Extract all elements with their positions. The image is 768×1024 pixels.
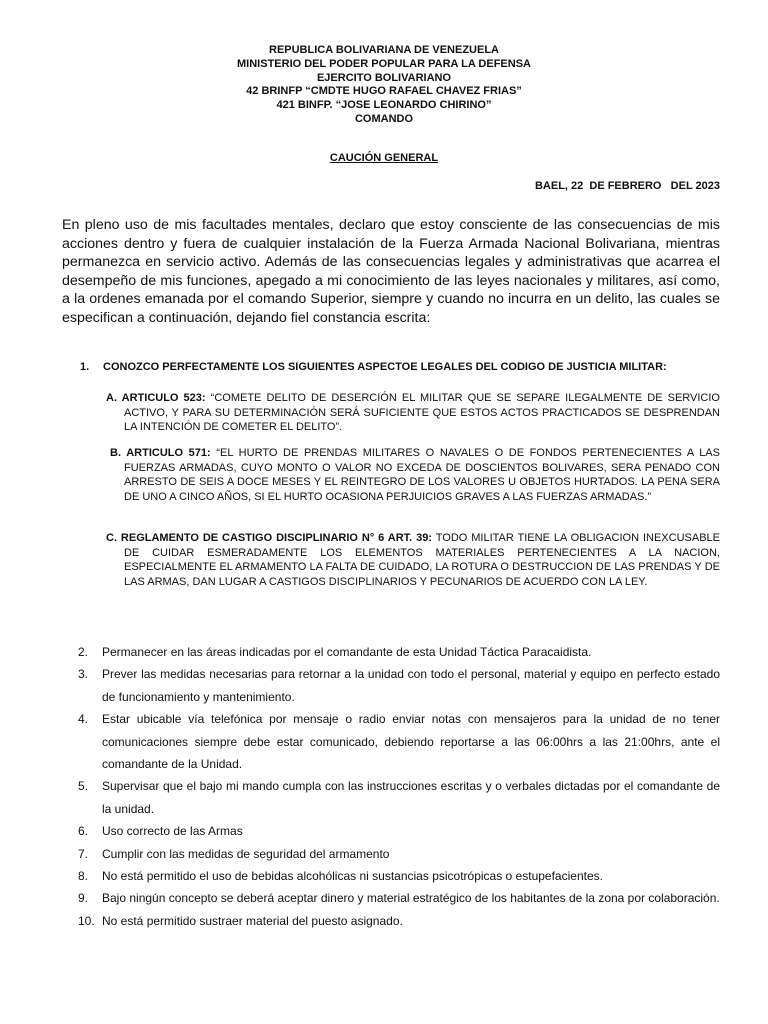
header-line: EJERCITO BOLIVARIANO: [316, 71, 452, 84]
section-number: 1.: [80, 361, 90, 373]
article-text: “COMETE DELITO DE DESERCIÓN EL MILITAR QUE SE SEPARE ILEGALMENTE DE SERVICIO ACTIVO, Y PARA SU DETERMINACIÓN SERÁ SUFICIENTE QUE ESTOS ACTOS PRACTICADOS SE DESPRENDAN LA INTENCIÓN DE COMETER EL DELITO”.: [124, 392, 720, 434]
list-item-text: Prever las medidas necesarias para retornar a la unidad con todo el personal, material y equipo en perfecto estado de funcionamiento y mantenimiento.: [102, 667, 720, 704]
list-item: [62, 775, 720, 820]
list-item-text: Estar ubicable vía telefónica por mensaje o radio enviar notas con mensajeros para la unidad de no tener comunicaciones siempre debe estar comunicado, debiendo reportarse a las 06:00hrs a las 21:00hrs, ante el comandante de la Unidad.: [102, 712, 720, 772]
header-line: COMANDO: [354, 112, 414, 125]
list-item-text: Uso correcto de las Armas: [102, 824, 243, 839]
list-item: [62, 663, 720, 708]
list-item: [62, 843, 720, 865]
list-item: [62, 865, 720, 887]
list-item: [62, 887, 720, 909]
list-item: [62, 708, 720, 775]
list-item-number: 2.: [78, 645, 89, 659]
document-date: BAEL, 22 DE FEBRERO DEL 2023: [534, 180, 720, 192]
article-523: [106, 391, 720, 435]
numbered-list: [62, 641, 720, 932]
list-item: [62, 820, 720, 842]
list-item-number: 5.: [78, 779, 89, 794]
article-label: B. ARTICULO 571:: [110, 447, 211, 459]
article-571: [110, 446, 720, 504]
list-item-text: Permanecer en las áreas indicadas por el comandante de esta Unidad Táctica Paracaidista.: [102, 645, 592, 659]
list-item-text: Bajo ningún concepto se deberá aceptar dinero y material estratégico de los habitantes de la zona por colaboración.: [102, 891, 720, 906]
list-item-number: 6.: [78, 824, 89, 839]
list-item-number: 9.: [78, 891, 89, 906]
list-item-number: 8.: [78, 869, 89, 884]
list-item-text: Supervisar que el bajo mi mando cumpla con las instrucciones escritas y o verbales dictadas por el comandante de la unidad.: [102, 779, 720, 816]
header-line: MINISTERIO DEL PODER POPULAR PARA LA DEFENSA: [237, 57, 531, 70]
header-line: 421 BINFP. “JOSE LEONARDO CHIRINO”: [276, 99, 492, 112]
list-item-text: No está permitido el uso de bebidas alcohólicas ni sustancias psicotrópicas o estupefacientes.: [102, 869, 603, 884]
list-item-number: 10.: [78, 913, 95, 928]
list-item-number: 4.: [78, 712, 89, 727]
list-item: [62, 910, 720, 932]
document-header: [0, 44, 768, 127]
article-text: TODO MILITAR TIENE LA OBLIGACION INEXCUSABLE DE CUIDAR ESMERADAMENTE LOS ELEMENTOS MATERIALES PERTENECIENTES A LA NACION, ESPECIALMENTE EL ARMAMENTO LA FALTA DE CUIDADO, LA ROTURA O DESTRUCCION DE LAS PRENDAS Y DE LAS ARMAS, DAN LUGAR A CASTIGOS DISCIPLINARIOS Y PECUNARIOS DE ACUERDO CON LA LEY.: [124, 532, 721, 588]
list-item: [62, 641, 720, 663]
document-title: CAUCIÓN GENERAL: [329, 152, 439, 164]
list-item-number: 7.: [78, 846, 89, 861]
header-line: 42 BRINFP “CMDTE HUGO RAFAEL CHAVEZ FRIAS”: [246, 85, 522, 98]
intro-paragraph: En pleno uso de mis facultades mentales, declaro que estoy consciente de las consecuencias de mis acciones dentro y fuera de cualquier instalación de la Fuerza Armada Nacional Bolivariana, mientras permanezca en servicio activo. Además de las consecuencias legales y administrativas que acarrea el desempeño de mis funciones, apegado a mi conocimiento de las leyes nacionales y militares, así como, a la ordenes emanada por el comando Superior, siempre y cuando no incurra en un delito, las cuales se especifican a continuación, dejando fiel constancia escrita:: [62, 217, 720, 326]
article-label: C. REGLAMENTO DE CASTIGO DISCIPLINARIO N° 6 ART. 39:: [106, 532, 433, 544]
header-line: REPUBLICA BOLIVARIANA DE VENEZUELA: [269, 44, 499, 56]
article-label: A. ARTICULO 523:: [106, 392, 206, 404]
list-item-text: No está permitido sustraer material del puesto asignado.: [102, 913, 403, 928]
list-item-text: Cumplir con las medidas de seguridad del armamento: [102, 846, 390, 861]
list-item-number: 3.: [78, 667, 89, 682]
section-heading-text: CONOZCO PERFECTAMENTE LOS SIGUIENTES ASPECTOE LEGALES DEL CODIGO DE JUSTICIA MILITAR:: [103, 361, 667, 373]
reglamento-art-39: [106, 531, 720, 589]
article-text: “EL HURTO DE PRENDAS MILITARES O NAVALES O DE FONDOS PERTENECIENTES A LAS FUERZAS ARMADAS, CUYO MONTO O VALOR NO EXCEDA DE DOSCIENTOS BOLIVARES, SERA PENADO CON ARRESTO DE SEIS A DOCE MESES Y EL REINTEGRO DE LOS VALORES U OBJETOS HURTADOS. LA PENA SERA DE UNO A CINCO AÑOS, SI EL HURTO OCASIONA PERJUICIOS GRAVES A LAS FUERZAS ARMADAS.”: [124, 447, 720, 503]
